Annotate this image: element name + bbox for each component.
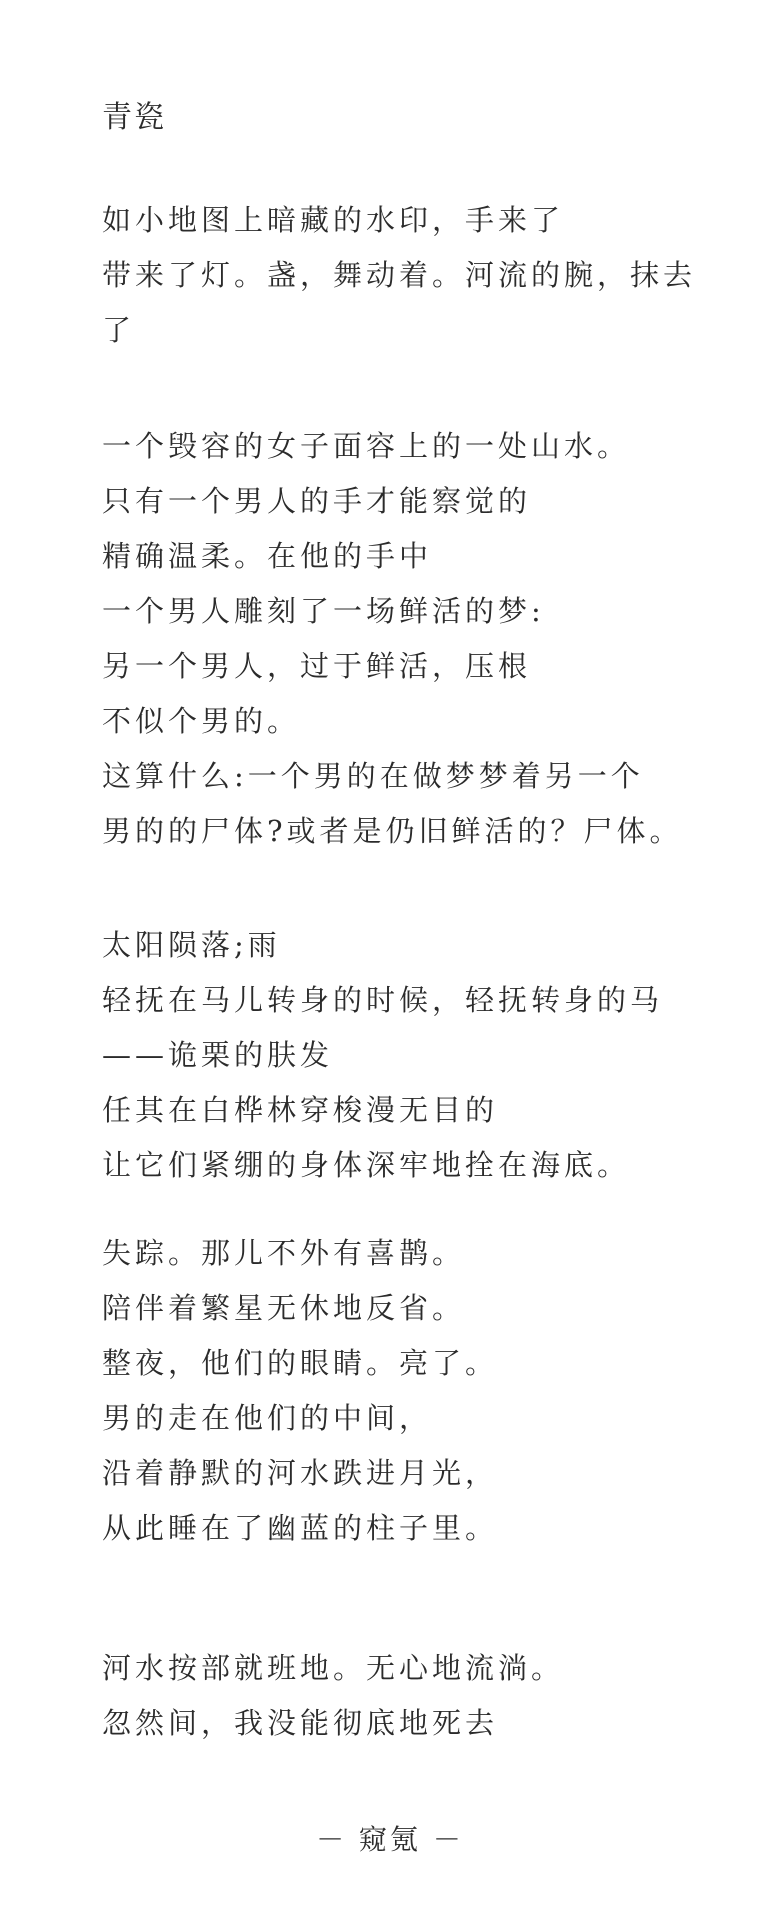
poem-line: 精确温柔。在他的手中 (102, 539, 433, 573)
poem-line: 陪伴着繁星无休地反省。 (102, 1291, 466, 1325)
poem-line: 这算什么:一个男的在做梦梦着另一个 (102, 759, 644, 793)
poem-line: 整夜，他们的眼睛。亮了。 (102, 1346, 499, 1380)
poem-line: 失踪。那儿不外有喜鹊。 (102, 1236, 466, 1270)
poem-line: 沿着静默的河水跌进月光， (102, 1456, 499, 1490)
poem-line: 只有一个男人的手才能察觉的 (102, 484, 532, 518)
poem-line: 男的的尸体?或者是仍旧鲜活的？尸体。 (102, 814, 683, 848)
poem-line: 带来了灯。盏，舞动着。河流的腕，抹去 (102, 258, 697, 292)
stanza-4 (102, 1226, 498, 1556)
poem-line: 忽然间，我没能彻底地死去 (102, 1706, 499, 1740)
stanza-1 (102, 193, 696, 358)
poem-line: 另一个男人，过于鲜活，压根 (102, 649, 532, 683)
poem-line: 男的走在他们的中间， (102, 1401, 433, 1435)
poem-line: 了 (102, 313, 136, 347)
poem-line: 任其在白桦林穿梭漫无目的 (102, 1093, 499, 1127)
stanza-3 (102, 918, 663, 1193)
poem-line: 一个毁容的女子面容上的一处山水。 (102, 429, 631, 463)
poem-line: 轻抚在马儿转身的时候，轻抚转身的马 (102, 983, 664, 1017)
poem-line: 从此睡在了幽蓝的柱子里。 (102, 1511, 499, 1545)
poem-line: 如小地图上暗藏的水印，手来了 (102, 203, 565, 237)
poem-line: 河水按部就班地。无心地流淌。 (102, 1651, 565, 1685)
poem-line: ——诡栗的肤发 (102, 1038, 334, 1072)
poem-title: 青瓷 (102, 100, 166, 135)
poem-line: 让它们紧绷的身体深牢地拴在海底。 (102, 1148, 631, 1182)
stanza-5 (102, 1641, 564, 1751)
poem-line: 不似个男的。 (102, 704, 301, 738)
poem-line: 太阳陨落;雨 (102, 928, 281, 962)
stanza-2 (102, 419, 683, 859)
poem-line: 一个男人雕刻了一场鲜活的梦: (102, 594, 545, 628)
author-signature: － 窥氪 － (316, 1823, 464, 1856)
